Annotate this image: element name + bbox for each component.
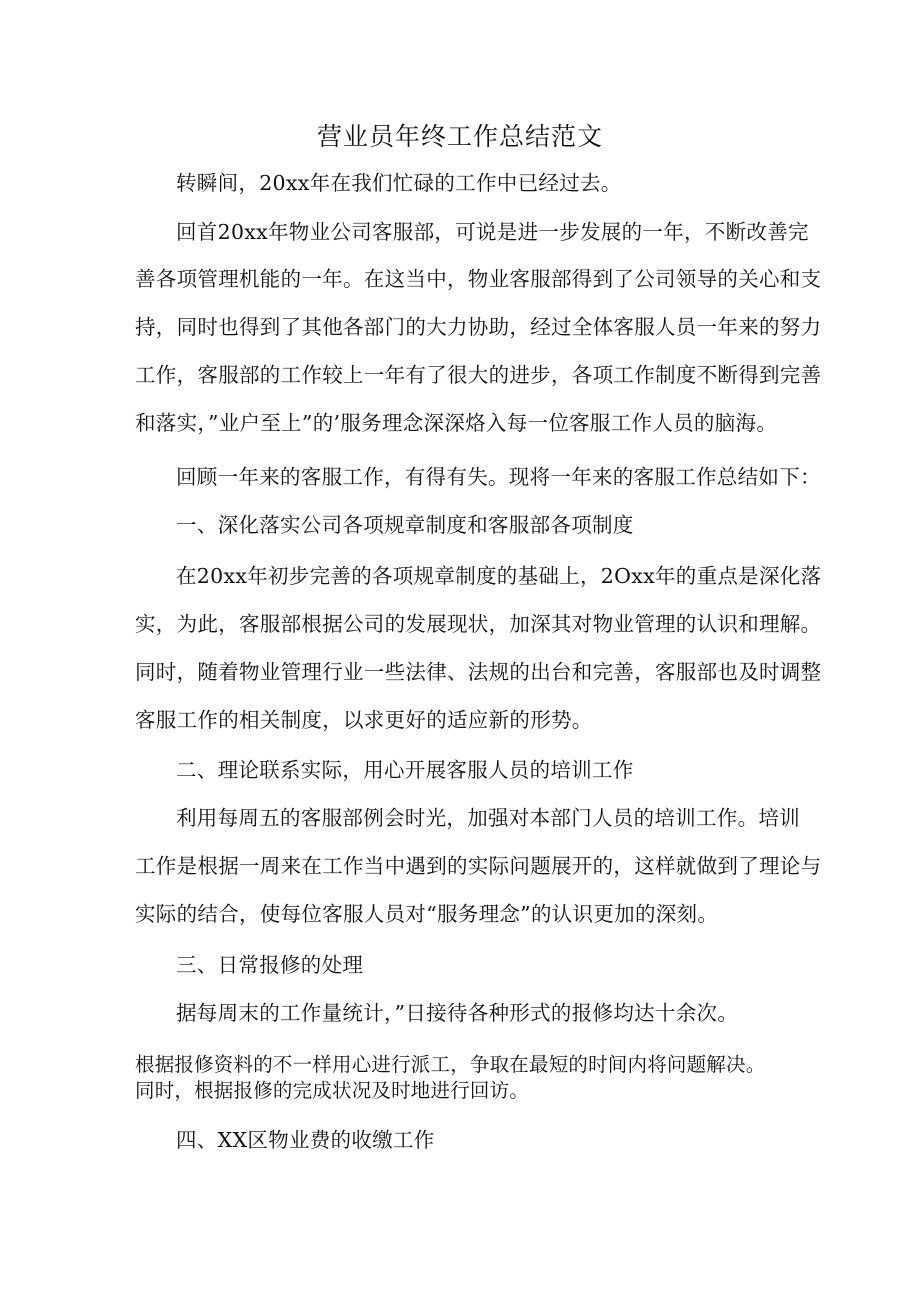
paragraph-line: 实，为此，客服部根据公司的发展现状，加深其对物业管理的认识和理解。: [135, 612, 822, 636]
document-title: 营业员年终工作总结范文: [316, 122, 603, 151]
paragraph-line: 客服工作的相关制度，以求更好的适应新的形势。: [135, 708, 593, 732]
paragraph-line: 在20xx年初步完善的各项规章制度的基础上，2Oxx年的重点是深化落: [176, 564, 822, 588]
paragraph-line: 回顾一年来的客服工作，有得有失。现将一年来的客服工作总结如下：: [176, 465, 821, 489]
paragraph-line: 善各项管理机能的一年。在这当中，物业客服部得到了公司领导的关心和支: [135, 267, 822, 291]
section-heading: 一、深化落实公司各项规章制度和客服部各项制度: [176, 513, 634, 537]
paragraph-line: 工作，客服部的工作较上一年有了很大的进步，各项工作制度不断得到完善: [135, 363, 822, 387]
paragraph-line: 据每周末的工作量统计，”日接待各种形式的报修均达十余次。: [176, 1001, 739, 1025]
paragraph-line: 工作是根据一周来在工作当中遇到的实际问题展开的，这样就做到了理论与: [135, 854, 822, 878]
section-heading: 四、XX区物业费的收缴工作: [176, 1128, 435, 1152]
paragraph-line: 同时，随着物业管理行业一些法律、法规的出台和完善，客服部也及时调整: [135, 660, 822, 684]
section-heading: 三、日常报修的处理: [176, 953, 364, 977]
paragraph-line: 实际的结合，使每位客服人员对“服务理念”的认识更加的深刻。: [135, 902, 719, 926]
paragraph-line: 转瞬间，20xx年在我们忙碌的工作中已经过去。: [176, 171, 622, 195]
paragraph-line: 和落实，”业户至上”的’服务理念深深烙入每一位客服工作人员的脑海。: [135, 411, 778, 435]
paragraph-line: 回首20xx年物业公司客服部，可说是进一步发展的一年，不断改善完: [176, 220, 809, 244]
section-heading: 二、理论联系实际，用心开展客服人员的培训工作: [176, 758, 634, 782]
paragraph-line: 持，同时也得到了其他各部门的大力协助，经过全体客服人员一年来的努力: [135, 315, 822, 339]
paragraph-line: 同时，根据报修的完成状况及时地进行回访。: [135, 1079, 530, 1102]
paragraph-line: 根据报修资料的不一样用心进行派工，争取在最短的时间内将问题解决。: [135, 1053, 766, 1076]
paragraph-line: 利用每周五的客服部例会时光，加强对本部门人员的培训工作。培训: [176, 806, 800, 830]
